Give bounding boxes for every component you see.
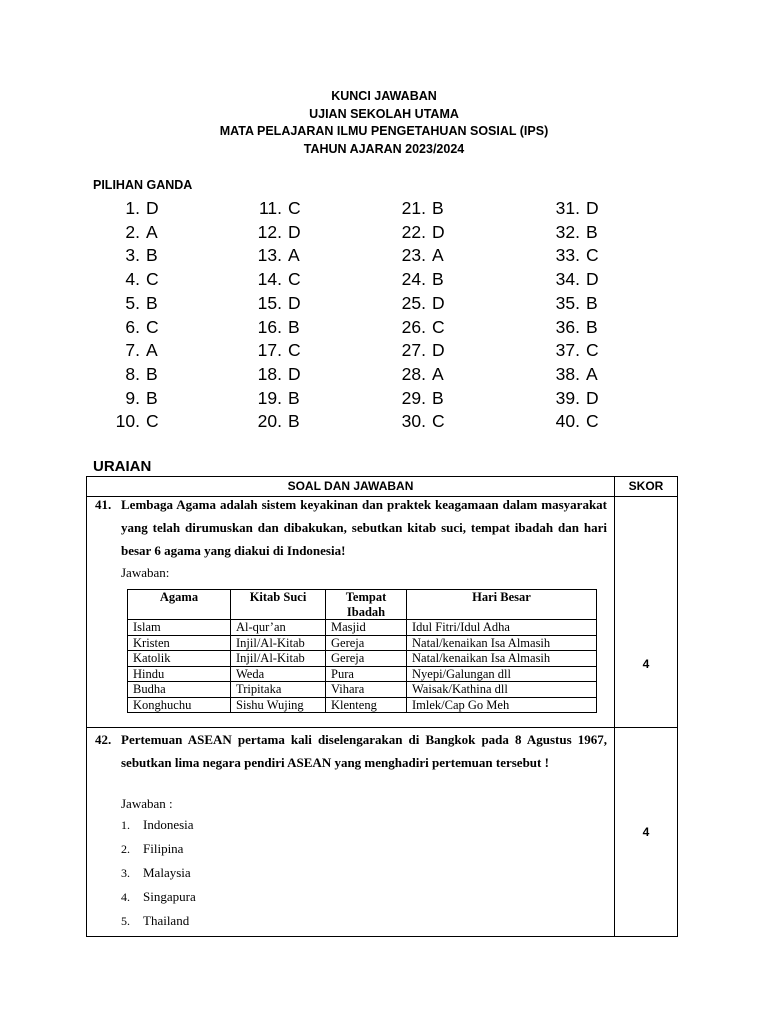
answer-number: 10. xyxy=(115,411,140,432)
table-cell: Masjid xyxy=(326,620,407,636)
answer-letter: B xyxy=(146,363,158,384)
table-row xyxy=(128,666,597,682)
table-row xyxy=(128,635,597,651)
answer-item xyxy=(104,197,159,221)
header-cell: Agama xyxy=(128,590,231,620)
header-line-1: KUNCI JAWABAN xyxy=(331,89,437,103)
essay-table xyxy=(86,476,678,937)
answer-number: 1. xyxy=(125,198,140,218)
answer-letter: C xyxy=(586,340,599,361)
answer-letter: C xyxy=(586,411,599,432)
answer-item xyxy=(544,292,599,316)
answer-number: 20. xyxy=(257,411,282,432)
answer-item xyxy=(544,244,599,268)
answer-number: 17. xyxy=(257,340,282,361)
answer-number: 22. xyxy=(401,221,426,242)
list-item xyxy=(121,813,196,837)
answer-letter: B xyxy=(586,316,598,337)
answer-item xyxy=(104,339,159,363)
answer-item xyxy=(104,244,159,268)
answer-number: 2. xyxy=(125,221,140,242)
answer-letter: B xyxy=(288,387,300,408)
answer-letter: D xyxy=(432,292,445,313)
answer-letter: C xyxy=(586,245,599,266)
header-cell: Tempat Ibadah xyxy=(326,590,407,620)
answer-number: 4. xyxy=(125,269,140,290)
answer-number: 39. xyxy=(555,387,580,408)
header-cell: Kitab Suci xyxy=(231,590,326,620)
answer-letter: D xyxy=(586,387,599,408)
answer-letter: C xyxy=(146,411,159,432)
answer-number: 8. xyxy=(125,363,140,384)
answer-item xyxy=(104,316,159,340)
table-row xyxy=(128,620,597,636)
table-cell: Gereja xyxy=(326,651,407,667)
question-41 xyxy=(95,493,607,563)
table-cell: Kristen xyxy=(128,635,231,651)
header-cell: Hari Besar xyxy=(407,590,597,620)
answer-item xyxy=(390,316,445,340)
answer-item xyxy=(390,268,445,292)
answer-number: 27. xyxy=(401,340,426,361)
answer-number: 24. xyxy=(401,269,426,290)
answer-number: 9. xyxy=(125,387,140,408)
answer-label-41: Jawaban: xyxy=(121,565,170,580)
table-cell: Imlek/Cap Go Meh xyxy=(407,697,597,713)
answer-item xyxy=(246,197,301,221)
table-row xyxy=(128,651,597,667)
list-text: Filipina xyxy=(143,841,184,856)
answer-column-3 xyxy=(390,197,445,434)
answer-column-4 xyxy=(544,197,599,434)
score-41: 4 xyxy=(642,657,650,671)
list-item xyxy=(121,909,196,933)
answer-letter: C xyxy=(288,198,301,218)
answer-letter: D xyxy=(288,292,301,313)
table-cell: Natal/kenaikan Isa Almasih xyxy=(407,651,597,667)
list-item xyxy=(121,837,196,861)
answer-letter: D xyxy=(288,363,301,384)
answer-letter: D xyxy=(586,198,599,218)
answer-letter: B xyxy=(288,411,300,432)
answer-number: 28. xyxy=(401,363,426,384)
list-number: 1. xyxy=(121,818,130,832)
answer-label-42: Jawaban : xyxy=(121,796,173,811)
answer-item xyxy=(104,410,159,434)
answer-number: 25. xyxy=(401,292,426,313)
answer-number: 3. xyxy=(125,245,140,266)
answer-letter: A xyxy=(146,340,158,361)
table-cell: Klenteng xyxy=(326,697,407,713)
score-42: 4 xyxy=(642,825,650,839)
column-divider xyxy=(614,477,615,936)
answer-item xyxy=(246,410,301,434)
list-number: 4. xyxy=(121,890,130,904)
question-text: Pertemuan ASEAN pertama kali diselengarakan di Bangkok pada 8 Agustus 1967, sebutkan lima negara pendiri ASEAN yang menghadiri pertemuan tersebut ! xyxy=(121,732,607,771)
table-cell: Budha xyxy=(128,682,231,698)
table-cell: Injil/Al-Kitab xyxy=(231,651,326,667)
answer-number: 5. xyxy=(125,292,140,313)
answer-letter: C xyxy=(432,411,445,432)
answer-letter: B xyxy=(146,245,158,266)
answer-letter: C xyxy=(288,340,301,361)
answer-number: 21. xyxy=(401,198,426,218)
answer-letter: A xyxy=(586,363,598,384)
table-row xyxy=(128,697,597,713)
answer-item xyxy=(544,363,599,387)
answer-column-2 xyxy=(246,197,301,434)
column-header-skor: SKOR xyxy=(628,479,664,493)
asean-founders-list xyxy=(121,813,196,933)
answer-letter: B xyxy=(432,269,444,290)
table-cell: Natal/kenaikan Isa Almasih xyxy=(407,635,597,651)
answer-item xyxy=(544,410,599,434)
list-text: Malaysia xyxy=(143,865,191,880)
table-cell: Hindu xyxy=(128,666,231,682)
answer-item xyxy=(104,221,159,245)
answer-item xyxy=(390,410,445,434)
answer-letter: D xyxy=(432,340,445,361)
answer-number: 15. xyxy=(257,292,282,313)
question-number: 42. xyxy=(95,732,112,747)
answer-number: 34. xyxy=(555,269,580,290)
answer-number: 35. xyxy=(555,292,580,313)
answer-number: 14. xyxy=(257,269,282,290)
answer-item xyxy=(544,221,599,245)
answer-item xyxy=(544,339,599,363)
table-cell: Nyepi/Galungan dll xyxy=(407,666,597,682)
answer-item xyxy=(390,363,445,387)
answer-letter: B xyxy=(288,316,300,337)
list-number: 5. xyxy=(121,914,130,928)
answer-letter: D xyxy=(146,198,159,218)
answer-number: 13. xyxy=(257,245,282,266)
answer-letter: D xyxy=(288,221,301,242)
answer-number: 38. xyxy=(555,363,580,384)
table-cell: Weda xyxy=(231,666,326,682)
header-line-4: TAHUN AJARAN 2023/2024 xyxy=(303,141,465,156)
table-cell: Waisak/Kathina dll xyxy=(407,682,597,698)
answer-item xyxy=(104,387,159,411)
answer-letter: B xyxy=(146,387,158,408)
answer-number: 7. xyxy=(125,340,140,361)
list-text: Thailand xyxy=(143,913,190,928)
answer-number: 26. xyxy=(401,316,426,337)
list-text: Indonesia xyxy=(143,817,194,832)
table-cell: Tripitaka xyxy=(231,682,326,698)
answer-number: 11. xyxy=(258,198,282,218)
answer-letter: B xyxy=(432,387,444,408)
answer-item xyxy=(246,268,301,292)
multiple-choice-title: PILIHAN GANDA xyxy=(93,178,193,192)
answer-letter: B xyxy=(586,221,598,242)
answer-item xyxy=(104,292,159,316)
list-item xyxy=(121,861,196,885)
answer-item xyxy=(246,316,301,340)
list-number: 2. xyxy=(121,842,130,856)
answer-letter: B xyxy=(432,198,444,218)
answer-number: 30. xyxy=(401,411,426,432)
header-line-3: MATA PELAJARAN ILMU PENGETAHUAN SOSIAL (IPS) xyxy=(219,124,549,138)
answer-number: 32. xyxy=(555,221,580,242)
column-header-soal: SOAL DAN JAWABAN xyxy=(287,479,414,493)
answer-number: 23. xyxy=(401,245,426,266)
answer-letter: A xyxy=(432,245,444,266)
document-header xyxy=(0,88,768,158)
table-cell: Pura xyxy=(326,666,407,682)
religion-table xyxy=(127,589,597,713)
answer-item xyxy=(544,197,599,221)
answer-item xyxy=(104,363,159,387)
answer-item xyxy=(246,292,301,316)
essay-title: URAIAN xyxy=(93,458,152,475)
answer-number: 6. xyxy=(125,316,140,337)
table-cell: Sishu Wujing xyxy=(231,697,326,713)
table-cell: Islam xyxy=(128,620,231,636)
answer-number: 29. xyxy=(401,387,426,408)
answer-letter: C xyxy=(288,269,301,290)
answer-item xyxy=(544,316,599,340)
answer-item xyxy=(544,268,599,292)
answer-item xyxy=(390,339,445,363)
question-text: Lembaga Agama adalah sistem keyakinan dan praktek keagamaan dalam masyarakat yang telah dirumuskan dan dibakukan, sebutkan kitab suci, tempat ibadah dan hari besar 6 agama yang diakui di Indonesia! xyxy=(121,497,607,559)
answer-letter: B xyxy=(586,292,598,313)
answer-item xyxy=(390,244,445,268)
religion-table-header xyxy=(128,590,597,620)
question-number: 41. xyxy=(95,497,112,512)
table-cell: Idul Fitri/Idul Adha xyxy=(407,620,597,636)
answer-letter: D xyxy=(432,221,445,242)
answer-item xyxy=(246,387,301,411)
answer-number: 37. xyxy=(555,340,580,361)
answer-item xyxy=(390,387,445,411)
answer-number: 18. xyxy=(257,363,282,384)
answer-item xyxy=(390,197,445,221)
religion-table-body xyxy=(128,620,597,713)
answer-number: 16. xyxy=(257,316,282,337)
list-number: 3. xyxy=(121,866,130,880)
answer-item xyxy=(246,244,301,268)
answer-letter: A xyxy=(288,245,300,266)
answer-letter: A xyxy=(146,221,158,242)
answer-item xyxy=(246,339,301,363)
answer-letter: C xyxy=(432,316,445,337)
answer-letter: A xyxy=(432,363,444,384)
table-row xyxy=(128,682,597,698)
answer-number: 12. xyxy=(257,221,282,242)
answer-letter: D xyxy=(586,269,599,290)
header-line-2: UJIAN SEKOLAH UTAMA xyxy=(309,106,459,121)
answer-number: 33. xyxy=(555,245,580,266)
answer-item xyxy=(390,221,445,245)
question-42 xyxy=(95,728,607,774)
answer-number: 40. xyxy=(555,411,580,432)
answer-item xyxy=(246,221,301,245)
answer-letter: C xyxy=(146,269,159,290)
answer-number: 36. xyxy=(555,316,580,337)
table-cell: Vihara xyxy=(326,682,407,698)
answer-letter: B xyxy=(146,292,158,313)
table-cell: Gereja xyxy=(326,635,407,651)
list-item xyxy=(121,885,196,909)
answer-item xyxy=(544,387,599,411)
answer-item xyxy=(390,292,445,316)
answer-item xyxy=(246,363,301,387)
table-cell: Injil/Al-Kitab xyxy=(231,635,326,651)
table-cell: Al-qur’an xyxy=(231,620,326,636)
answer-item xyxy=(104,268,159,292)
answer-column-1 xyxy=(104,197,159,434)
table-cell: Katolik xyxy=(128,651,231,667)
answer-letter: C xyxy=(146,316,159,337)
list-text: Singapura xyxy=(143,889,196,904)
answer-number: 31. xyxy=(555,198,580,218)
table-cell: Konghuchu xyxy=(128,697,231,713)
answer-number: 19. xyxy=(257,387,282,408)
